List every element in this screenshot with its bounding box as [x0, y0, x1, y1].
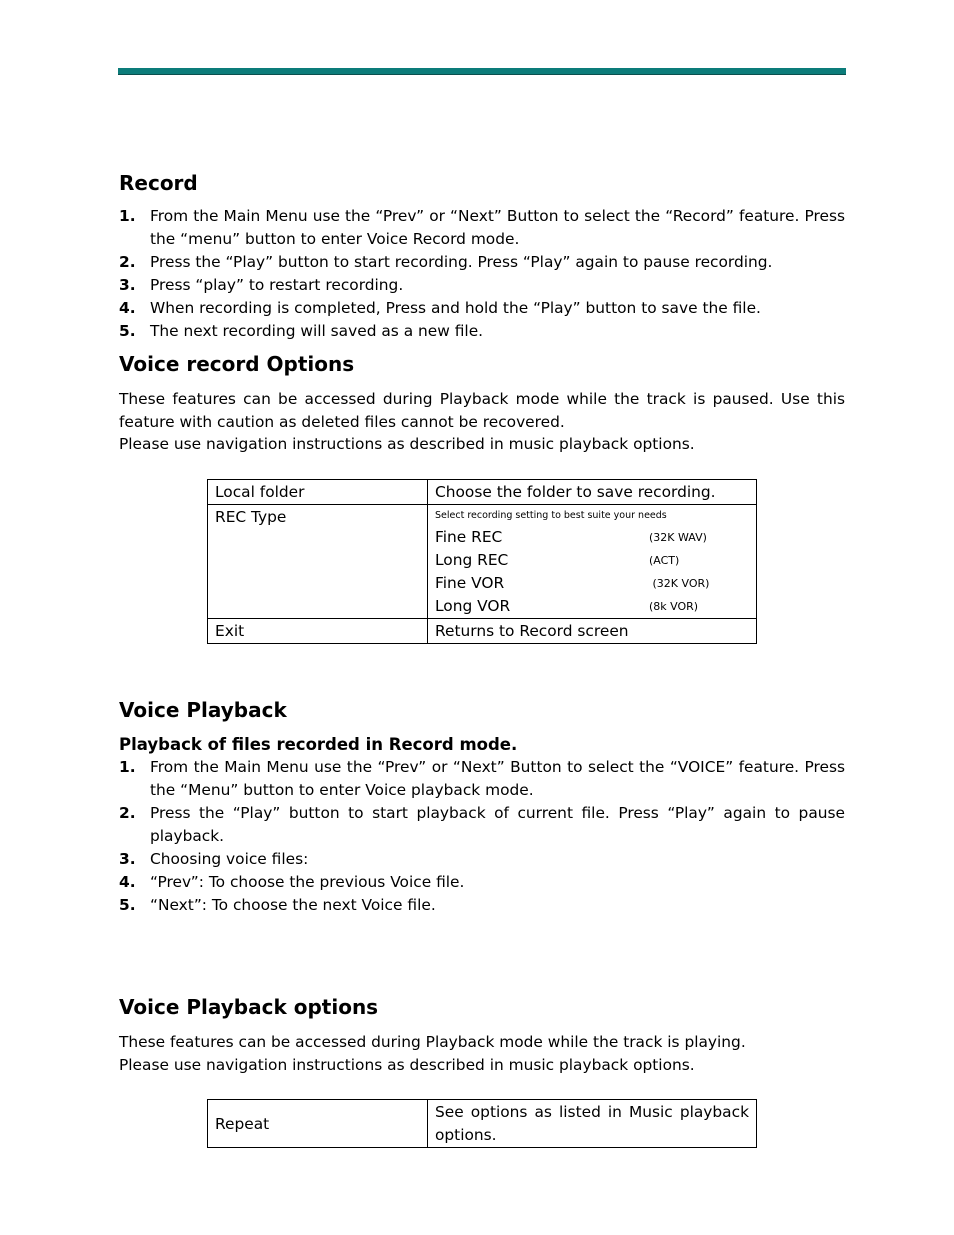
- table-row: [208, 480, 757, 505]
- step-text: From the Main Menu use the “Prev” or “Next” Button to select the “VOICE” feature. Press the “Menu” button to enter Voice playback mode.: [150, 758, 845, 799]
- voice-record-options-para2: Please use navigation instructions as described in music playback options.: [119, 435, 695, 453]
- list-item: [119, 274, 845, 297]
- exit-desc: Returns to Record screen: [428, 619, 757, 644]
- rec-option-code: (32K WAV): [649, 531, 707, 544]
- list-item: [119, 320, 845, 343]
- list-item: [119, 871, 845, 894]
- step-number: 5.: [119, 896, 136, 914]
- rec-option-code: (8k VOR): [649, 600, 699, 613]
- voice-playback-heading: Voice Playback: [119, 698, 287, 722]
- rec-type-note: Select recording setting to best suite your needs: [435, 510, 667, 521]
- rec-option-code: (ACT): [649, 554, 680, 567]
- record-steps: [119, 205, 845, 343]
- step-text: “Next”: To choose the next Voice file.: [150, 896, 436, 914]
- rec-option: [435, 595, 749, 618]
- step-text: The next recording will saved as a new file.: [150, 322, 484, 340]
- repeat-desc: See options as listed in Music playback options.: [428, 1100, 757, 1148]
- local-folder-label: Local folder: [208, 480, 428, 505]
- step-text: Press the “Play” button to start recording. Press “Play” again to pause recording.: [150, 253, 773, 271]
- voice-playback-options-para2: Please use navigation instructions as described in music playback options.: [119, 1056, 695, 1074]
- voice-record-options-heading: Voice record Options: [119, 352, 355, 376]
- step-number: 4.: [119, 299, 136, 317]
- step-number: 2.: [119, 804, 136, 822]
- step-number: 3.: [119, 850, 136, 868]
- table-row: [208, 505, 757, 619]
- rec-option-name: Long REC: [435, 551, 509, 569]
- voice-playback-subheading: Playback of files recorded in Record mode.: [119, 735, 518, 754]
- step-text: Press the “Play” button to start playback of current file. Press “Play” again to pause playback.: [150, 804, 845, 845]
- step-text: When recording is completed, Press and hold the “Play” button to save the file.: [150, 299, 761, 317]
- rec-option: [435, 549, 749, 572]
- step-number: 5.: [119, 322, 136, 340]
- rec-type-label: REC Type: [208, 505, 428, 619]
- step-number: 3.: [119, 276, 136, 294]
- step-text: “Prev”: To choose the previous Voice file.: [150, 873, 465, 891]
- list-item: [119, 297, 845, 320]
- voice-playback-steps: [119, 756, 845, 917]
- rec-option-code: (32K VOR): [649, 577, 710, 590]
- rec-option-name: Long VOR: [435, 597, 511, 615]
- voice-playback-options-table: [207, 1099, 757, 1148]
- rec-option-name: Fine VOR: [435, 574, 505, 592]
- header-rule: [118, 68, 846, 75]
- step-text: Choosing voice files:: [150, 850, 309, 868]
- exit-label: Exit: [208, 619, 428, 644]
- table-row: [208, 1100, 757, 1148]
- voice-playback-options-para1: These features can be accessed during Playback mode while the track is playing.: [119, 1033, 746, 1051]
- step-number: 4.: [119, 873, 136, 891]
- step-number: 1.: [119, 207, 136, 225]
- list-item: [119, 802, 845, 848]
- list-item: [119, 251, 845, 274]
- list-item: [119, 894, 845, 917]
- step-number: 1.: [119, 758, 136, 776]
- rec-type-options: [428, 505, 757, 619]
- list-item: [119, 756, 845, 802]
- voice-playback-options-heading: Voice Playback options: [119, 995, 379, 1019]
- step-text: From the Main Menu use the “Prev” or “Next” Button to select the “Record” feature. Press the “menu” button to enter Voice Record mode.: [150, 207, 845, 248]
- rec-option-name: Fine REC: [435, 528, 503, 546]
- record-heading: Record: [119, 171, 198, 195]
- list-item: [119, 205, 845, 251]
- list-item: [119, 848, 845, 871]
- table-row: [208, 619, 757, 644]
- voice-record-options-table: [207, 479, 757, 644]
- step-number: 2.: [119, 253, 136, 271]
- repeat-label: Repeat: [208, 1100, 428, 1148]
- step-text: Press “play” to restart recording.: [150, 276, 404, 294]
- rec-option: [435, 526, 749, 549]
- local-folder-desc: Choose the folder to save recording.: [428, 480, 757, 505]
- rec-option: [435, 572, 749, 595]
- voice-record-options-para1: These features can be accessed during Playback mode while the track is paused. Use this feature with caution as deleted files cannot be recovered.: [119, 390, 845, 431]
